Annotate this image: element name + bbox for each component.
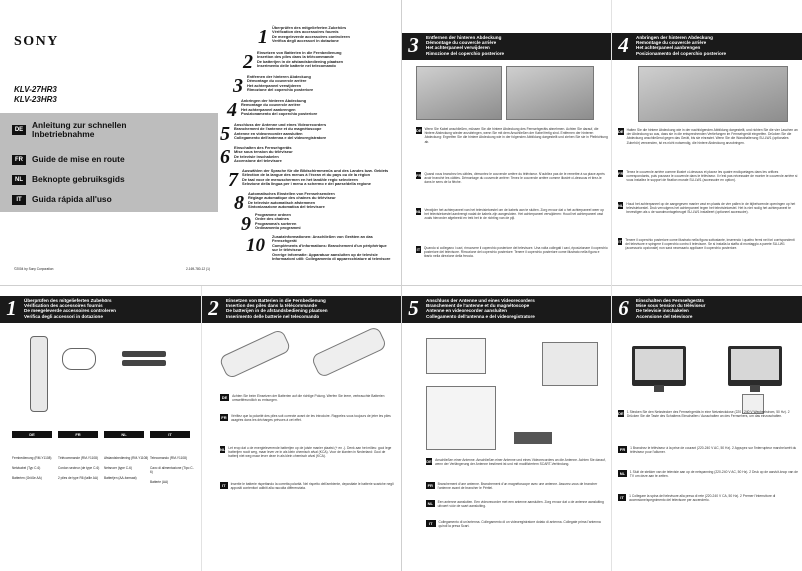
toc-8-de: Automatisches Einstellen von Fernsehsendern (248, 191, 335, 196)
toc-5-de: Anschluss der Antenne und eines Videorecorders (234, 122, 327, 127)
model-number-2: KLV-23HR3 (14, 95, 57, 104)
s1-col-de (12, 431, 58, 485)
s6-para-fr (618, 446, 798, 454)
s6-para-it (618, 494, 798, 502)
toc-step-7 (228, 169, 388, 192)
s3-text-de: Wenn Sie Kabel anschließen, müssen Sie die hintere Abdeckung des Fernsehgeräts abnehmen. Achten Sie darauf, die hintere Abdeckung wieder anzubringen, wenn Sie mit dem Anschließen der Kabel fertig sind. Entfernen der hinteren Abdeckung: Ergreifen Sie die hintere Abdeckung wie in der folgenden Abbildung dargestellt und ziehen Sie sie in Pfeilrichtung ab. (424, 127, 608, 144)
lang-title-fr: Guide de mise en route (32, 154, 125, 164)
s5-para-de (426, 458, 606, 466)
section-3-header (402, 33, 612, 60)
s6-text-it: 1 Collegare la spina del televisore alla presa di rete (220-240 V CA, 50 Hz). 2 Premer l'interruttore di accensione/spegnimento del televisore per accenderlo. (629, 494, 776, 503)
lang-badge-it: IT (12, 195, 26, 205)
s5-badge-it: IT (426, 520, 436, 527)
toc-step-5 (220, 123, 326, 146)
s2-badge-it: IT (220, 482, 228, 489)
s4-text-it: Tenere il coperchio posteriore come illustrato nella figura sottostante, inserendo i quattro fermi nei fori corrispondenti del televisore e spingere il coperchio contro il televisore. Se si installa la staffa di montaggio a parete SU-LW1 (accessorio opzionale) non sarà necessario applicare il coperchio posteriore. (625, 238, 795, 251)
s3-photo-right (506, 66, 594, 120)
toc-2-de: Einsetzen von Batterien in die Fernbedienung (257, 50, 342, 55)
toc-step-10 (246, 235, 392, 261)
s1-it-item-2: Cavo di alimentazione (Tipo C-6) (150, 465, 194, 474)
s2-text-fr: Vérifiez que la polarité des piles soit correcte avant de les introduire. Rappelez-vous toujours de jeter les piles usagées dans les décharges prévues à cet effet. (230, 414, 391, 423)
toc-8-fr: Réglage automatique des chaînes du téléviseur (248, 195, 336, 201)
s3-para-nl (416, 208, 608, 221)
cover-panel (0, 0, 401, 285)
s1-fr-item-3: 2 piles de type R6 (taille AA) (58, 475, 99, 480)
s2-para-fr (220, 414, 396, 422)
s6-tv-illustration-2 (728, 346, 782, 386)
s5-title-nl: Antenne en videorecorder aansluiten (426, 308, 507, 314)
s5-diagram-a (426, 338, 486, 374)
remote-open-illustration (218, 328, 292, 379)
s1-title-it: Verifica degli accessori in dotazione (24, 313, 103, 319)
toc-7-fr: Sélection de la langue des menus à l'écran et du pays ou de la région (242, 172, 371, 178)
s3-para-it (416, 246, 608, 259)
section-4-number: 4 (618, 33, 629, 57)
s3-badge-nl: NL (416, 209, 422, 214)
toc-step-4 (227, 99, 317, 122)
toc-1-it: Verifica degli accessori in dotazione (272, 38, 339, 44)
fold-line-vertical-2 (401, 0, 402, 571)
toc-step-1 (258, 26, 350, 49)
s6-text-de: 1 Stecken Sie den Netzstecker des Fernsehgeräts in eine Netzsteckdose (220 - 240 V Wechselstrom, 50 Hz). 2 Drücken Sie die Taste des Schaltens Einschalten / Ausschalten an des Fernsehers, um das einzuschalten. (626, 410, 790, 419)
s4-badge-it: IT (618, 239, 622, 244)
lang-title-it: Guida rápida all'uso (32, 194, 112, 204)
s6-para-nl (618, 470, 798, 478)
toc-6-it: Accensione del televisore (234, 158, 282, 164)
section-1-number: 1 (6, 296, 17, 320)
s1-de-item-2: Netzkabel (Typ C-6) (12, 465, 41, 470)
section-4-panel (612, 0, 802, 285)
toc-num-10: 10 (246, 235, 265, 256)
s1-col-de-badge: DE (12, 431, 52, 438)
s3-badge-fr: FR (416, 173, 422, 178)
s2-text-nl: Let erop dat u de energieleverende batterijen op de juiste manier plaatst (+ en -). Denk aan het milieu: gooi lege batterijen nooit weg, maar lever ze in als klein chemisch afval (KCA). Voor de klanten in Nederland: Gooi de batterij niet weg maar lever deze in als klein chemisch afval (KCA). (228, 446, 392, 459)
s6-para-de (618, 410, 798, 418)
s3-text-fr: Quand vous branchez les câbles, démontez le couvercle arrière du téléviseur. N'oubliez pas de le remettre à sa place après avoir branché les câbles. Démontage du couvercle arrière: Tenez le couvercle arrière comme illustré ci-dessous et tirez-le dans le sens de la flèche. (424, 172, 605, 185)
s2-title-nl: De batterijen in de afstandsbediening plaatsen (226, 308, 328, 314)
remote-battery-illustration (310, 325, 387, 378)
s1-title-fr: Vérification des accessoires fournis (24, 303, 103, 309)
s6-tv-illustration-1 (632, 346, 686, 386)
s3-text-it: Quando si collegano i cavi, rimuovere il coperchio posteriore del televisore. Una volta collegati i cavi, riposizionare il coperchio posteriore del televisore. Rimozione del coperchio posteriore: Tenere il coperchio posteriore come illustrato nella figura e tirarlo nella direzione della freccia. (423, 246, 608, 259)
toc-9-fr: Ordre des chaînes (255, 216, 289, 222)
s5-diagram-b (426, 386, 496, 450)
model-number-1: KLV-27HR3 (14, 85, 57, 94)
s6-title-de: Einschalten des Fernsehgeräts (636, 298, 704, 303)
toc-1-nl: De meegeleverde accessoires controleren (272, 33, 350, 39)
toc-9-it: Ordinamento programmi (255, 225, 301, 231)
s6-badge-de: DE (618, 411, 624, 416)
s3-text-nl: Verwijder het achterpaneel van het televisietoestel om de kabels aan te sluiten. Zorg ervoor dat u het achterpaneel weer op het televisietoestel aanbrengt nadat de kabels zijn aangesloten. Het achterpaneel verwijderen: Houd het achterpaneel vast zoals hieronder afgebeeld en trek het in de richting van de pijl. (424, 208, 604, 221)
section-1-header (0, 296, 201, 323)
toc-4-de: Anbringen der hinteren Abdeckung (241, 98, 307, 103)
toc-8-nl: De televisie automatisch afstemmen (248, 199, 316, 205)
toc-step-3 (233, 75, 313, 98)
section-6-panel (612, 286, 802, 571)
s5-title-de: Anschluss der Antenne und eines Videorecorders (426, 298, 535, 303)
s3-badge-de: DE (416, 128, 422, 133)
s4-para-de (618, 128, 798, 145)
s3-title-de: Entfernen der hinteren Abdeckung (426, 35, 502, 40)
lang-title-nl: Beknopte gebruiksgids (32, 174, 125, 184)
s5-para-nl (426, 500, 606, 508)
s1-col-it (150, 431, 196, 485)
toc-1-de: Überprüfen des mitgelieferten Zubehörs (272, 25, 347, 30)
lang-row-fr (12, 150, 190, 169)
s2-para-it (220, 482, 396, 490)
s4-badge-fr: FR (618, 171, 624, 176)
toc-9-de: Programme ordnen (255, 212, 291, 217)
s4-title-nl: Het achterpaneel aanbrengen (636, 45, 701, 51)
s4-badge-de: DE (618, 129, 624, 134)
s5-para-fr (426, 482, 606, 490)
section-1-panel (0, 286, 201, 571)
s2-title-it: Inserimento delle batterie nel telecomando (226, 313, 320, 319)
toc-3-fr: Démontage du couvercle arrière (247, 78, 307, 84)
s1-col-fr-badge: FR (58, 431, 98, 438)
toc-7-it: Selezione della lingua per i menu a schermo e del paese/della regione (242, 181, 371, 187)
toc-7-nl: De taal voor de menuschermen en het land/de regio selecteren (242, 176, 358, 182)
s5-text-fr: Branchement d'une antenne. Branchement d'un magnétoscope avec une antenne. Assurez-vous de brancher l'antenne avant de brancher le Péritel. (437, 482, 598, 491)
s6-title-it: Accensione del televisore (636, 313, 693, 319)
s2-para-nl (220, 446, 396, 459)
s1-col-nl (104, 431, 150, 485)
section-6-header (612, 296, 802, 323)
lang-badge-de: DE (12, 125, 26, 135)
s1-columns (12, 431, 198, 485)
s1-nl-item-2: Netsnoer (type C-6) (104, 465, 132, 470)
s1-fr-item-2: Cordon secteur (de type C-6) (58, 465, 100, 470)
s4-text-nl: Houd het achterpaneel op de aangegeven manier vast en plaats de vier pallen in de bijbehorende openingen op het televisietoestel. Druk vervolgens het achterpaneel tegen het televisietoestel. Het is niet nodig het achterpaneel te bevestigen als u de wandmontagebeugel SU-LW1 installeert (optioneel accessoire). (626, 202, 796, 215)
s2-badge-nl: NL (220, 447, 226, 452)
s6-text-fr: 1 Branchez le téléviseur à la prise de courant (220-240 V AC, 50 Hz). 2 Appuyez sur l'interrupteur marche/arrêt du téléviseur pour l'allumer. (630, 446, 797, 455)
toc-num-7: 7 (228, 169, 238, 191)
s5-tv-rear-illustration (542, 342, 598, 386)
s1-col-it-badge: IT (150, 431, 190, 438)
toc-num-2: 2 (243, 51, 253, 73)
s5-title-it: Collegamento dell'antenna e del videoregistratore (426, 313, 535, 319)
s1-col-nl-badge: NL (104, 431, 144, 438)
toc-num-1: 1 (258, 26, 268, 48)
s6-title-nl: De televisie inschakelen (636, 308, 689, 314)
toc-step-9 (241, 213, 301, 236)
s1-it-item-3: Batterie (AA) (150, 479, 169, 484)
s3-badge-it: IT (416, 247, 421, 252)
s6-badge-nl: NL (619, 471, 626, 476)
toc-3-de: Entfernen der hinteren Abdeckung (247, 74, 311, 79)
s5-text-nl: Een antenne aansluiten. Een videorecorder met een antenne aansluiten. Zorg ervoor dat u de antenne aansluiting uitvoert vóór de scart aansluiting. (437, 500, 604, 509)
lang-row-de (12, 117, 190, 143)
section-4-header (612, 33, 802, 60)
toc-step-6 (220, 146, 293, 169)
s5-text-de: Anschließen einer Antenne. Anschließen einer Antenne und eines Videorecorders an die Antenne. Achten Sie darauf, wenn der Verlängerung der Antenne bestimmt ist und mit modifiziertem SCART-Verbindung. (435, 458, 606, 467)
toc-3-nl: Het achterpaneel verwijderen (247, 82, 302, 88)
s3-title-it: Rimozione del coperchio posteriore (426, 50, 505, 56)
toc-num-4: 4 (227, 99, 237, 121)
section-5-panel (402, 286, 612, 571)
s4-photo (638, 66, 788, 122)
remote-control-illustration (30, 336, 48, 412)
toc-8-it: Sintonizzazione automatica del televisore (248, 204, 325, 210)
toc-2-nl: De batterijen in de afstandsbediening plaatsen (257, 58, 344, 64)
toc-num-5: 5 (220, 123, 230, 145)
s1-col-fr (58, 431, 104, 485)
s3-para-fr (416, 172, 608, 185)
s3-photo-left (416, 66, 502, 120)
s5-para-it (426, 520, 606, 528)
toc-num-9: 9 (241, 213, 251, 235)
s4-para-nl (618, 202, 798, 215)
toc-10-de: Zusatzinformationen: Anschließen von Geräten an das Fernsehgerät (272, 234, 373, 244)
s4-title-de: Anbringen der hinteren Abdeckung (636, 35, 713, 40)
toc-6-fr: Mise sous tension du téléviseur (234, 149, 293, 155)
s6-title-fr: Mise sous tension du téléviseur (636, 303, 706, 309)
section-3-panel (402, 0, 612, 285)
s1-fr-item-1: Télécommande (RM-Y1108) (58, 456, 98, 460)
s6-badge-it: IT (618, 494, 626, 501)
s4-badge-nl: NL (618, 203, 624, 208)
toc-num-6: 6 (220, 146, 230, 168)
s5-title-fr: Branchement de l'antenne et du magnétoscope (426, 303, 530, 309)
section-3-number: 3 (408, 33, 419, 57)
s3-title-nl: Het achterpaneel verwijderen (426, 45, 490, 51)
toc-num-8: 8 (234, 192, 244, 214)
lang-badge-nl: NL (12, 175, 26, 185)
s1-nl-item-3: Batterijen (AA-formaat) (104, 475, 137, 480)
toc-step-2 (243, 51, 343, 74)
section-5-number: 5 (408, 296, 419, 320)
toc-9-nl: Programma's sorteren (255, 220, 297, 226)
toc-5-fr: Branchement de l'antenne et du magnétoscope (234, 126, 322, 132)
toc-5-it: Collegamento dell'antenna e del videoregistratore (234, 135, 327, 141)
battery-illustration (122, 351, 166, 357)
s4-text-de: Halten Sie die hintere Abdeckung wie in der nachfolgenden Abbildung dargestellt, und richten Sie die vier Laschen an der Abdeckung so aus, dass sie in die entsprechenden Vertiefungen im Fernsehgerät eingreifen. Drücken Sie die Abdeckung anschließend gegen das Gerät, bis sie einrastet. Wenn Sie die Wandhalterung SU-LW1 (optionales Zubehör) verwenden, ist es nicht notwendig, die hintere Abdeckung anzubringen. (626, 128, 798, 145)
s2-title-fr: Insertion des piles dans la télécommande (226, 303, 317, 309)
s1-title-de: Überprüfen des mitgelieferten Zubehörs (24, 298, 112, 303)
s5-vcr-illustration (514, 432, 552, 444)
s1-nl-item-1: Afstandsbediening (RM-Y1108) (104, 456, 149, 460)
toc-1-fr: Vérification des accessoires fournis (272, 29, 339, 35)
s3-para-de (416, 127, 608, 144)
toc-6-nl: De televisie inschakelen (234, 153, 279, 159)
toc-10-nl: Overige informatie: Apparatuur aansluiten op de televisie (272, 251, 378, 257)
s4-para-fr (618, 170, 798, 183)
s2-text-it: Inserite le batterie rispettando la corretta polarità. Nel rispetto dell'ambiente, depositate le batterie scariche negli appositi contenitori adibiti alla raccolta differenziata. (230, 482, 394, 491)
s2-text-de: Achten Sie beim Einsetzen der Batterien auf die richtige Polung. Werfen Sie leere, verbrauchte Batterien umweltfreundlich zu entsorgen. (232, 394, 385, 403)
s1-de-item-1: Fernbedienung (RM-Y1108) (12, 456, 52, 460)
toc-4-nl: Het achterpaneel aanbrengen (241, 106, 296, 112)
section-5-header (402, 296, 612, 323)
section-2-header (202, 296, 401, 323)
s4-title-fr: Remontage du couvercle arrière (636, 40, 707, 46)
s2-para-de (220, 394, 396, 402)
lang-badge-fr: FR (12, 155, 26, 165)
s6-badge-fr: FR (619, 447, 626, 452)
s3-title-fr: Démontage du couvercle arrière (426, 40, 497, 46)
s6-text-nl: 1 Sluit de stekker van de televisie aan op de netspanning (220-240 V AC, 50 Hz). 2 Druk op de aan/uit-knop van de TV om deze aan te zetten. (629, 470, 798, 479)
s5-text-it: Collegamento di un'antenna. Collegamento di un videoregistratore dotato di antenna. Collegate prima l'antenna quindi la presa Scart. (438, 520, 601, 529)
language-title-block (0, 113, 218, 212)
s2-badge-fr: FR (221, 415, 227, 420)
s1-de-item-3: Batterien (Größe AA) (12, 475, 42, 480)
part-number: 2-169-780-12 (1) (186, 267, 210, 271)
s4-text-fr: Tenez le couvercle arrière comme illustré ci-dessous et placez les quatre encliquetages dans les orifices correspondants, puis poussez le couvercle dans le téléviseur. Il n'est pas nécessaire de monter le couvercle arrière si vous installez le support de fixation murale SU-LW1 (accessoire en option). (626, 170, 798, 183)
toc-2-it: Inserimento delle batterie nel telecomando (257, 63, 336, 69)
toc-7-de: Auswählen der Sprache für die Bildschirmmenüs und des Landes bzw. Gebiets (242, 168, 389, 173)
power-cord-illustration (62, 348, 96, 370)
s2-title-de: Einsetzen von Batterien in die Fernbedienung (226, 298, 326, 303)
toc-10-fr: Compléments d'informations: Branchement d'un périphérique sur le téléviseur (272, 242, 387, 253)
toc-4-fr: Remontage du couvercle arrière (241, 102, 301, 108)
lang-row-it (12, 190, 190, 209)
fold-line-vertical-3 (611, 0, 612, 571)
lang-row-nl (12, 170, 190, 189)
toc-5-nl: Antenne en videorecorder aansluiten (234, 130, 303, 136)
s5-badge-de: DE (426, 459, 432, 464)
section-2-number: 2 (208, 296, 219, 320)
s4-title-it: Posizionamento del coperchio posteriore (636, 50, 727, 56)
s1-title-nl: De meegeleverde accessoires controleren (24, 308, 116, 314)
s1-it-item-1: Telecomando (RM-Y1108) (150, 456, 187, 460)
toc-6-de: Einschalten des Fernsehgeräts (234, 145, 292, 150)
lang-title-de: Anleitung zur schnellen Inbetriebnahme (32, 120, 127, 139)
s5-badge-nl: NL (427, 501, 433, 506)
s2-badge-de: DE (221, 395, 228, 400)
fold-line-vertical-1 (201, 286, 202, 571)
toc-num-3: 3 (233, 75, 243, 97)
toc-4-it: Posizionamento del coperchio posteriore (241, 111, 318, 117)
s4-para-it (618, 238, 798, 251)
section-6-number: 6 (618, 296, 629, 320)
toc-2-fr: Insertion des piles dans la télécommande (257, 54, 334, 60)
s5-badge-fr: FR (427, 483, 433, 488)
section-2-panel (202, 286, 401, 571)
copyright: ©2004 by Sony Corporation (14, 267, 54, 271)
toc-10-it: Informazioni utili: Collegamento di apparecchiature al televisore (272, 256, 391, 262)
battery-illustration-2 (122, 360, 166, 366)
toc-3-it: Rimozione del coperchio posteriore (247, 87, 314, 93)
sony-logo: SONY (14, 34, 59, 49)
